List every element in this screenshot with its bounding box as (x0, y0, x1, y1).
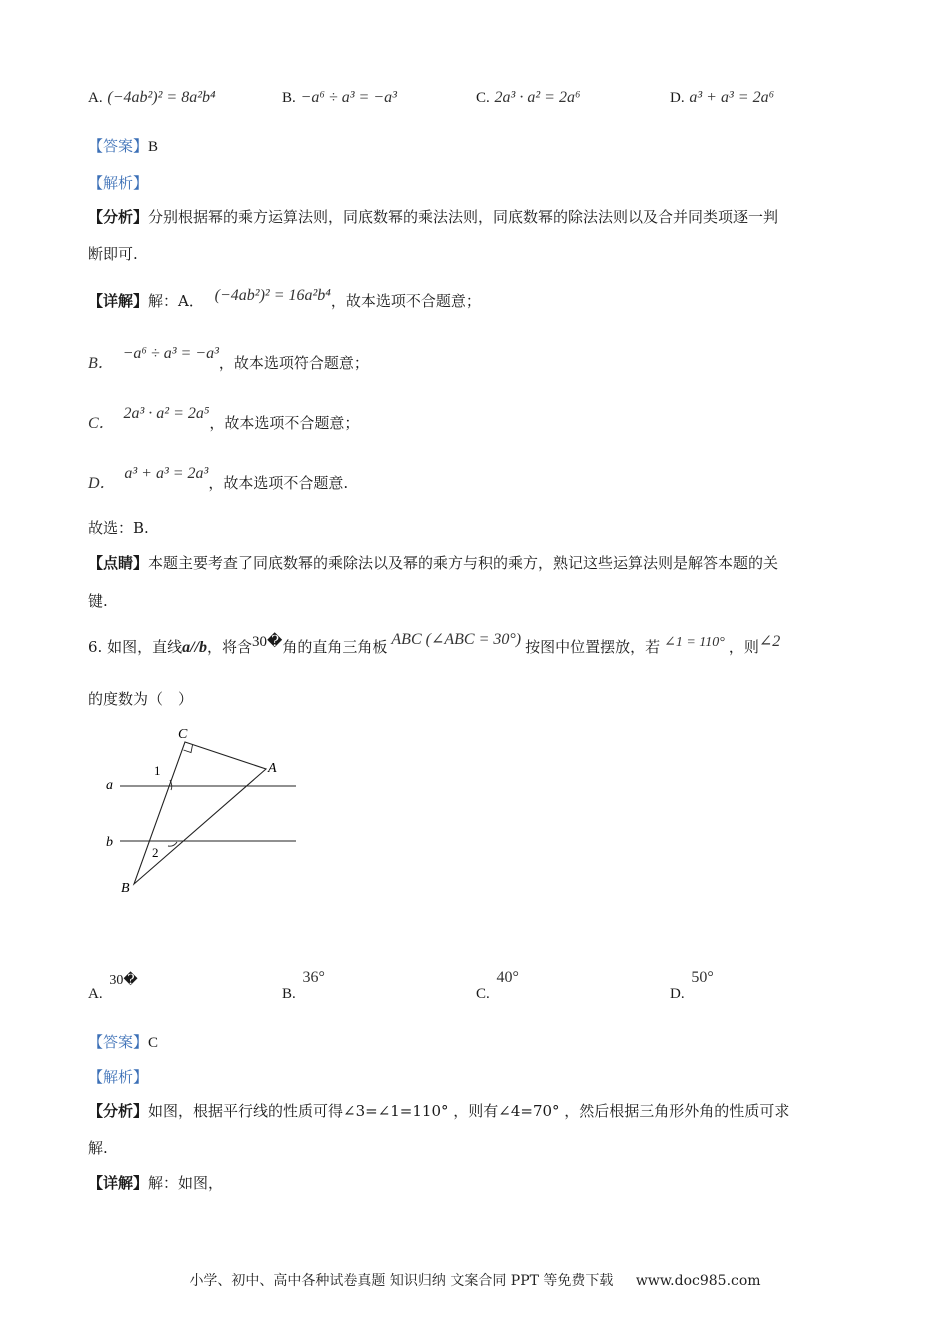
q5-dianjing-line1 (88, 552, 778, 573)
page-footer (0, 1270, 950, 1290)
step-expr: (−4ab²)² = 16a²b⁴ (214, 287, 331, 304)
step-expr: −a⁶ ÷ a³ = −a³ (122, 345, 219, 362)
stem-text: 6. 如图，直线 (88, 638, 183, 656)
q5-step-d (88, 465, 349, 493)
q6-stem-line1 (88, 631, 781, 657)
step-expr: 2a³ · a² = 2a⁵ (123, 405, 210, 422)
footer-text: 小学、初中、高中各种试卷真题 知识归纳 文案合同 PPT 等免费下载 (189, 1273, 614, 1289)
angle-1-arc (170, 780, 172, 790)
q5-option-b (282, 88, 397, 107)
q5-answer (88, 135, 158, 156)
line-a-label: a (106, 778, 113, 793)
option-value: 36° (302, 969, 325, 986)
angle-2-arc (168, 842, 177, 846)
xiangjie-intro: 解：A． (148, 292, 204, 310)
answer-tag: 【答案】 (88, 1033, 149, 1051)
stem-math: ∠2 (758, 633, 781, 650)
option-expr: a³ + a³ = 2a⁶ (689, 89, 775, 106)
option-value: 40° (496, 969, 519, 986)
dianjing-tag: 【点睛】 (88, 554, 149, 572)
q6-fenxi-line1 (88, 1100, 789, 1121)
answer-value: C (148, 1035, 159, 1051)
q5-dianjing-line2: 键. (88, 592, 108, 610)
step-text: ，故本选项不合题意； (209, 414, 360, 432)
option-label: D. (670, 986, 685, 1002)
step-expr: a³ + a³ = 2a³ (124, 465, 209, 482)
line-b-label: b (106, 835, 113, 850)
option-expr: 2a³ · a² = 2a⁶ (494, 89, 581, 106)
option-expr: (−4ab²)² = 8a²b⁴ (107, 89, 216, 106)
q5-xiangjie-line (88, 287, 481, 311)
q5-fenxi-line1 (88, 206, 778, 227)
step-label: B． (88, 355, 114, 372)
xiangjie-text: 解：如图， (148, 1174, 224, 1192)
vertex-c-label: C (178, 727, 188, 742)
fenxi-text: 如图，根据平行线的性质可得∠3=∠1=110° ，则有∠4=70° ，然后根据三角形外角的性质可求 (148, 1102, 790, 1120)
stem-math: 30� (252, 634, 283, 650)
fenxi-tag: 【分析】 (88, 1102, 149, 1120)
stem-text: ，将含 (206, 638, 252, 656)
option-label: B. (282, 986, 296, 1002)
dianjing-text: 本题主要考查了同底数幂的乘除法以及幂的乘方与积的乘方，熟记这些运算法则是解答本题的关 (148, 554, 779, 572)
footer-url[interactable]: www.doc985.com (635, 1273, 761, 1289)
triangle-figure (90, 720, 310, 900)
q6-analysis-tag: 【解析】 (88, 1068, 149, 1086)
step-text: ，故本选项不合题意. (208, 474, 349, 492)
option-value: 30� (109, 973, 138, 988)
q5-option-d (670, 88, 774, 107)
step-label: C． (88, 415, 115, 432)
stem-math: a//b (182, 639, 207, 656)
q6-option-d (670, 968, 714, 1002)
vertex-b-label: B (121, 881, 130, 896)
stem-text: 角的直角三角板 (282, 638, 388, 656)
xiangjie-tag: 【详解】 (88, 1174, 149, 1192)
q5-fenxi-line2: 断即可. (88, 245, 138, 263)
q5-option-a (88, 88, 216, 107)
fenxi-tag: 【分析】 (88, 208, 149, 226)
q5-step-c (88, 405, 360, 433)
angle-2-label: 2 (152, 845, 159, 860)
q6-answer (88, 1031, 158, 1052)
q6-option-a (88, 970, 138, 1002)
option-value: 50° (691, 969, 714, 986)
option-label: C. (476, 986, 490, 1002)
option-label: B. (282, 90, 296, 106)
vertex-a-label: A (268, 761, 277, 776)
q5-option-c (476, 88, 581, 107)
q6-fenxi-line2: 解. (88, 1139, 108, 1157)
stem-math: ABC (∠ABC = 30°) (391, 631, 522, 648)
option-label: A. (88, 90, 103, 106)
q5-choice: 故选：B. (88, 519, 149, 537)
option-label: C. (476, 90, 490, 106)
answer-tag: 【答案】 (88, 137, 149, 155)
option-label: D. (670, 90, 685, 106)
step-text: ，故本选项不合题意； (330, 292, 481, 310)
stem-math: ∠1 = 110° (664, 635, 725, 650)
q6-stem-line2: 的度数为（ ） (88, 690, 194, 708)
xiangjie-tag: 【详解】 (88, 292, 149, 310)
right-angle-mark (184, 745, 193, 753)
option-label: A. (88, 986, 103, 1002)
q5-analysis-tag: 【解析】 (88, 174, 149, 192)
q6-xiangjie-line (88, 1172, 223, 1193)
q6-option-b (282, 968, 325, 1002)
q5-step-b (88, 345, 369, 373)
q6-option-c (476, 968, 519, 1002)
stem-text: ，则 (728, 638, 759, 656)
angle-1-label: 1 (154, 763, 161, 778)
fenxi-text: 分别根据幂的乘方运算法则，同底数幂的乘法法则，同底数幂的除法法则以及合并同类项逐一判 (148, 208, 779, 226)
stem-text: 按图中位置摆放，若 (525, 638, 661, 656)
step-label: D． (88, 475, 116, 492)
step-text: ，故本选项符合题意； (218, 354, 369, 372)
answer-value: B (148, 139, 159, 155)
option-expr: −a⁶ ÷ a³ = −a³ (300, 89, 397, 106)
